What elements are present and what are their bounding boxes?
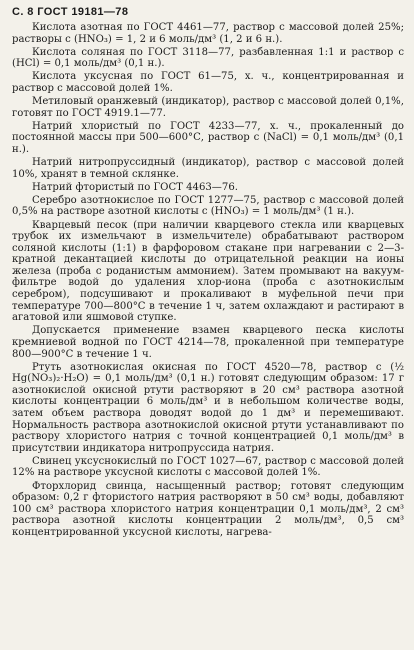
paragraph: Натрий фтористый по ГОСТ 4463—76.: [32, 181, 238, 193]
paragraph: Фторхлорид свинца, насыщенный раствор; готовят следующим образом: 0,2 г фтористого натрия растворяют в 50 см³ воды, добавляют 100 см³ раствора хлористого натрия концентрации 0,1 моль/дм³, 2 см³ раствора азотной кислоты концентрации 2 моль/дм³, 0,5 см³ концентрированной уксусной кислоты, нагрева-: [12, 480, 404, 538]
paragraph: Кислота соляная по ГОСТ 3118—77, разбавленная 1:1 и раствор с (HCl) = 0,1 моль/дм³ (0,1 н.).: [12, 46, 404, 70]
paragraph: Кварцевый песок (при наличии кварцевого стекла или кварцевых трубок их измельчают в измельчителе) обрабатывают раствором соляной кислоты (1:1) в фарфоровом стакане при нагревании с 2—3-кратной декантацией кислоты до отрицательной реакции на ионы железа (проба с роданистым аммонием). Затем промывают на вакуум-фильтре водой до удаления хлор-иона (проба с азотнокислым серебром), подсушивают и прокаливают в муфельной печи при температуре 700—800°С в течение 1 ч, затем охлаждают и растирают в агатовой или яшмовой ступке.: [12, 219, 404, 324]
paragraph: Кислота уксусная по ГОСТ 61—75, х. ч., концентрированная и раствор с массовой долей 1%.: [12, 71, 404, 94]
paragraph: Метиловый оранжевый (индикатор), раствор с массовой долей 0,1%, готовят по ГОСТ 4919.1—77.: [12, 96, 404, 119]
paragraph: Натрий хлористый по ГОСТ 4233—77, х. ч., прокаленный до постоянной массы при 500—600°С, раствор с (NaCl) = 0,1 моль/дм³ (0,1 н.).: [12, 120, 404, 155]
paragraph: Ртуть азотнокислая окисная по ГОСТ 4520—78, раствор с (½ Hg(NO₃)₂·H₂O) = 0,1 моль/дм³ (0,1 н.) готовят следующим образом: 17 г азотнокислой окисной ртути растворяют в 20 см³ раствора азотной кислоты концентрации 6 моль/дм³ и в небольшом количестве воды, затем объем раствора доводят водой до 1 дм³ и перемешивают. Нормальность раствора азотнокислой окисной ртути устанавливают по раствору хлористого натрия с точной концентрацией 0,1 моль/дм³ в присутствии индикатора нитропруссида натрия.: [12, 361, 404, 454]
paragraph: Допускается применение взамен кварцевого песка кислоты кремниевой водной по ГОСТ 4214—78, прокаленной при температуре 800—900°С в течение 1 ч.: [12, 325, 404, 360]
page-header: С. 8 ГОСТ 19181—78: [12, 6, 129, 18]
body-text: [12, 22, 404, 539]
paragraph: Серебро азотнокислое по ГОСТ 1277—75, раствор с массовой долей 0,5% на растворе азотной кислоты с (HNO₃) = 1 моль/дм³ (1 н.).: [12, 194, 404, 218]
paragraph: Натрий нитропруссидный (индикатор), раствор с массовой долей 10%, хранят в темной склянке.: [12, 157, 404, 180]
paragraph: Свинец уксуснокислый по ГОСТ 1027—67, раствор с массовой долей 12% на растворе уксусной кислоты с массовой долей 1%.: [12, 455, 404, 479]
paragraph: Кислота азотная по ГОСТ 4461—77, раствор с массовой долей 25%; растворы с (HNO₃) = 1, 2 и 6 моль/дм³ (1, 2 и 6 н.).: [12, 22, 404, 45]
